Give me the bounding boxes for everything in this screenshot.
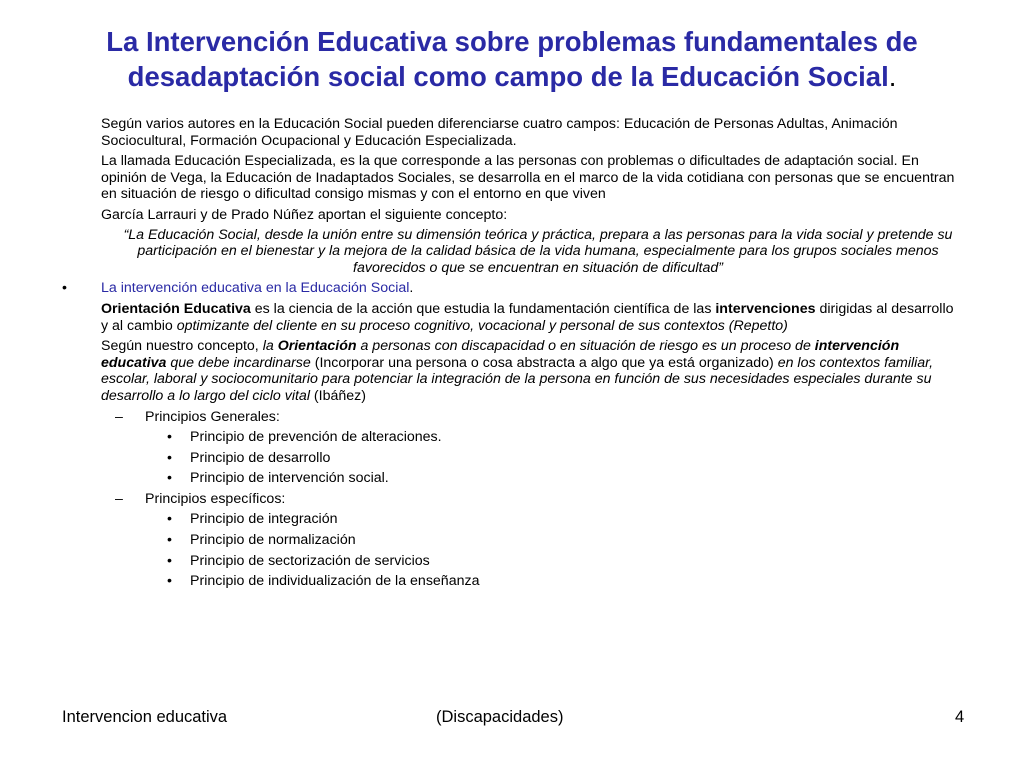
bullet-heading: La intervención educativa en la Educación Social <box>101 280 410 297</box>
title-line-2: desadaptación social como campo de la Educación Social. <box>127 61 897 92</box>
paragraph-nuestro-concepto: Según nuestro concepto, la Orientación a personas con discapacidad o en situación de riesgo es un proceso de intervención educativa que debe incardinarse (Incorporar una persona o cosa abstracta a algo que ya está organizado) en los contextos familiar, escolar, laboral y sociocomunitario para potenciar la integración de la persona en función de sus necesidades especiales durante su desarrollo a lo largo del ciclo vital (Ibáñez) <box>101 338 934 404</box>
list-item: • Principio de sectorización de servicios <box>167 552 430 569</box>
list-item: • Principio de integración <box>167 511 338 528</box>
list-heading-principios-generales: – Principios Generales: <box>115 408 280 425</box>
page-number: 4 <box>955 708 965 726</box>
list-item: • Principio de prevención de alteraciones. <box>167 429 442 446</box>
bullet-intervencion-educativa: • La intervención educativa en la Educación Social. <box>62 280 414 297</box>
slide-body <box>0 116 1024 590</box>
footer-left: Intervencion educativa <box>62 708 228 726</box>
paragraph-concepto-intro: García Larrauri y de Prado Núñez aportan el siguiente concepto: <box>101 206 508 223</box>
dash-marker: – <box>115 490 123 507</box>
list-item: • Principio de individualización de la enseñanza <box>167 573 480 590</box>
paragraph-orientacion-educativa: Orientación Educativa es la ciencia de la acción que estudia la fundamentación científica de las intervenciones dirigidas al desarrollo y al cambio optimizante del cliente en su proceso cognitivo, vocacional y personal de sus contextos (Repetto) <box>101 300 954 334</box>
dash-marker: – <box>115 408 123 425</box>
list-item: • Principio de normalización <box>167 532 356 549</box>
paragraph-campos: Según varios autores en la Educación Social pueden diferenciarse cuatro campos: Educación de Personas Adultas, Animación Sociocultural, Formación Ocupacional y Educación Especializada. <box>101 116 898 149</box>
footer-center: (Discapacidades) <box>436 708 564 726</box>
title-line-1: La Intervención Educativa sobre problemas fundamentales de <box>106 26 918 57</box>
paragraph-educacion-especializada: La llamada Educación Especializada, es la que corresponde a las personas con problemas o dificultades de adaptación social. En opinión de Vega, la Educación de Inadaptados Sociales, se desarrolla en el marco de la vida cotidiana con personas que se encuentran en situación de riesgo o dificultad consigo mismas y con el entorno en que viven <box>101 153 955 203</box>
list-item: • Principio de desarrollo <box>167 449 331 466</box>
list-item: • Principio de intervención social. <box>167 470 389 487</box>
list-heading-principios-especificos: – Principios específicos: <box>115 490 286 507</box>
bullet-marker: • <box>62 280 67 297</box>
quote-educacion-social: “La Educación Social, desde la unión entre su dimensión teórica y práctica, prepara a las personas para la vida social y pretende su participación en el bienestar y la mejora de la calidad básica de la vida humana, especialmente para los grupos sociales menos favorecidos o que se encuentran en situación de dificultad” <box>123 226 953 276</box>
slide-title <box>40 24 984 94</box>
